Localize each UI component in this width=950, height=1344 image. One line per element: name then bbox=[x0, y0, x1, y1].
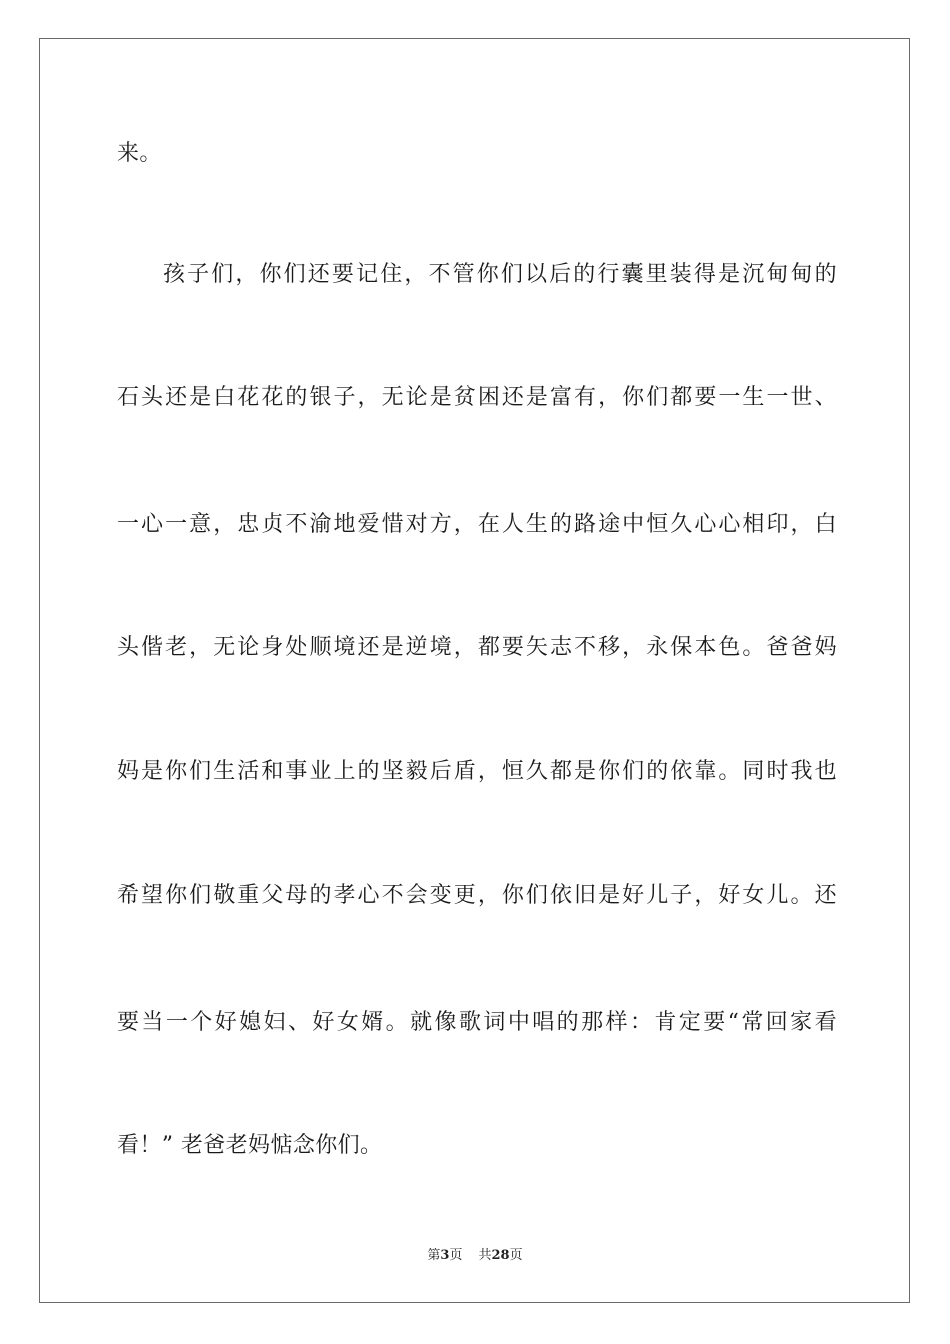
page-suffix: 页 bbox=[449, 1248, 463, 1263]
text-line-2-paragraph-start: 孩子们，你们还要记住，不管你们以后的行囊里装得是沉甸甸的 bbox=[163, 262, 837, 287]
page-border bbox=[39, 38, 910, 1303]
text-line-5: 头偕老，无论身处顺境还是逆境，都要矢志不移，永保本色。爸爸妈 bbox=[117, 635, 837, 660]
current-page-number: 3 bbox=[440, 1248, 450, 1263]
text-line-6: 妈是你们生活和事业上的坚毅后盾，恒久都是你们的依靠。同时我也 bbox=[117, 759, 837, 784]
total-page-count: 28 bbox=[491, 1248, 510, 1263]
text-line-3: 石头还是白花花的银子，无论是贫困还是富有，你们都要一生一世、 bbox=[117, 385, 837, 410]
total-prefix: 共 bbox=[478, 1248, 492, 1263]
total-suffix: 页 bbox=[509, 1248, 523, 1263]
text-line-8: 要当一个好媳妇、好女婿。就像歌词中唱的那样：肯定要“常回家看 bbox=[117, 1010, 837, 1035]
text-line-7: 希望你们敬重父母的孝心不会变更，你们依旧是好儿子，好女儿。还 bbox=[117, 883, 837, 908]
text-line-1: 来。 bbox=[117, 141, 162, 166]
page-footer bbox=[0, 1247, 950, 1265]
page-prefix: 第 bbox=[427, 1248, 441, 1263]
text-line-9: 看！” 老爸老妈惦念你们。 bbox=[117, 1133, 383, 1158]
text-line-4: 一心一意，忠贞不渝地爱惜对方，在人生的路途中恒久心心相印，白 bbox=[117, 512, 837, 537]
